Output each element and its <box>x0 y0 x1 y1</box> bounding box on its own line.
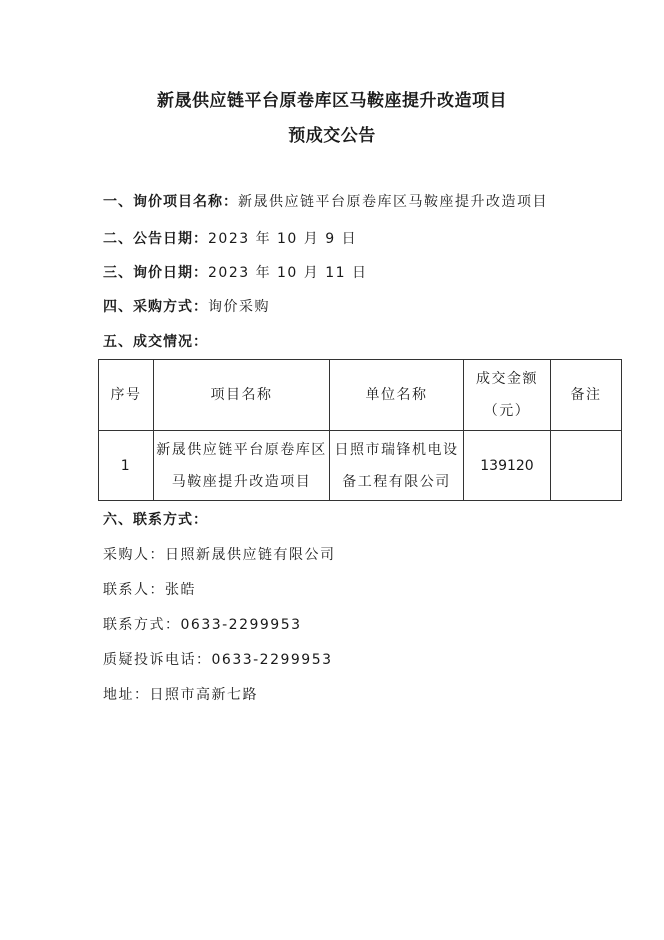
project-name-line <box>103 192 548 212</box>
header-project: 项目名称 <box>154 360 330 431</box>
header-unit: 单位名称 <box>330 360 464 431</box>
header-amount-line1: 成交金额 <box>476 371 538 387</box>
announce-date-label: 二、公告日期： <box>103 231 208 247</box>
cell-amount: 139120 <box>464 431 551 501</box>
project-name-value: 新晟供应链平台原卷库区马鞍座提升改造项目 <box>238 194 548 210</box>
contact-label: 六、联系方式： <box>103 512 208 528</box>
result-label: 五、成交情况： <box>103 334 208 350</box>
inquiry-date-line <box>103 263 368 283</box>
announce-date-value: 2023 年 10 月 9 日 <box>208 231 358 247</box>
table-header-row <box>99 360 622 431</box>
header-seq: 序号 <box>99 360 154 431</box>
project-name-label: 一、询价项目名称： <box>103 194 238 210</box>
cell-remark <box>551 431 622 501</box>
result-heading <box>103 332 208 352</box>
method-line <box>103 297 270 317</box>
cell-unit <box>330 431 464 501</box>
header-amount <box>464 360 551 431</box>
contact-phone-line: 联系方式：0633-2299953 <box>103 617 302 633</box>
cell-project-line2: 马鞍座提升改造项目 <box>171 473 312 490</box>
buyer-line: 采购人：日照新晟供应链有限公司 <box>103 547 336 563</box>
cell-project-line1: 新晟供应链平台原卷库区 <box>156 441 327 458</box>
cell-seq: 1 <box>99 431 154 501</box>
inquiry-date-value: 2023 年 10 月 11 日 <box>208 265 368 281</box>
header-remark: 备注 <box>551 360 622 431</box>
cell-unit-line1: 日照市瑞锋机电设 <box>334 441 459 458</box>
method-label: 四、采购方式： <box>103 299 208 315</box>
document-subtitle: 预成交公告 <box>288 126 376 146</box>
header-amount-line2: （元） <box>483 403 531 419</box>
inquiry-date-label: 三、询价日期： <box>103 265 208 281</box>
cell-project <box>154 431 330 501</box>
address-line: 地址：日照市高新七路 <box>103 687 258 703</box>
result-table <box>98 359 622 501</box>
table-row <box>99 431 622 501</box>
complaint-phone-line: 质疑投诉电话：0633-2299953 <box>103 652 333 668</box>
contact-person-line: 联系人：张皓 <box>103 582 196 598</box>
announce-date-line <box>103 229 357 249</box>
cell-unit-line2: 备工程有限公司 <box>342 473 451 490</box>
method-value: 询价采购 <box>208 299 270 315</box>
document-title: 新晟供应链平台原卷库区马鞍座提升改造项目 <box>157 91 507 111</box>
contact-heading <box>103 510 208 530</box>
